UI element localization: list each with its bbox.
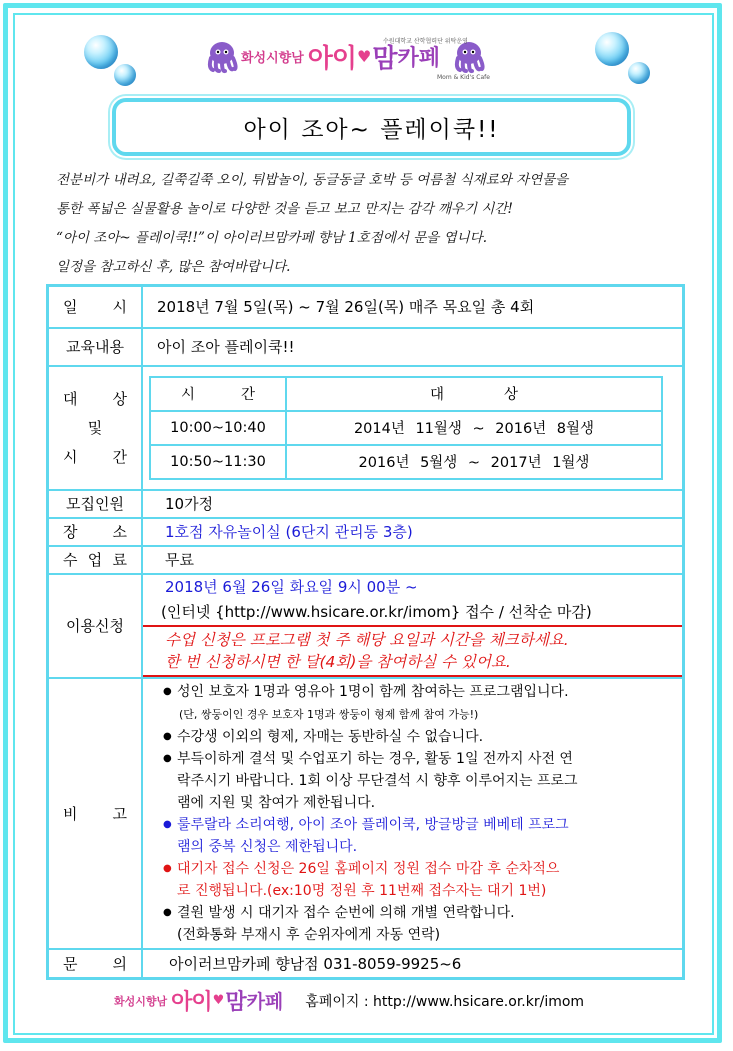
- note-text: 수강생 이외의 형제, 자매는 동반하실 수 없습니다.: [177, 728, 484, 745]
- place-value: 1호점 자유놀이실 (6단지 관리동 3층): [142, 518, 684, 546]
- note-text: 결원 발생 시 대기자 접수 순번에 의해 개별 연락합니다.: [177, 904, 515, 921]
- target-cell: 2016년 5월생 ~ 2017년 1월생: [286, 445, 662, 479]
- label-char: 고: [112, 804, 127, 823]
- inquiry-label: [48, 949, 143, 979]
- note-subtext: (단, 쌍둥이인 경우 보호자 1명과 쌍둥이 형제 함께 참여 가능!): [179, 707, 479, 721]
- fee-row: [48, 546, 684, 574]
- label-char: 료: [112, 551, 127, 569]
- note-text: 성인 보호자 1명과 영유아 1명이 함께 참여하는 프로그램입니다.: [177, 683, 569, 700]
- list-item: [177, 814, 682, 858]
- label-char: 시: [63, 448, 78, 466]
- header-char: 상: [504, 387, 519, 403]
- apply-method: (인터넷 {http://www.hsicare.or.kr/imom} 접수 / 선착순 마감): [161, 602, 592, 621]
- title-box: [112, 98, 631, 156]
- place-label: [48, 518, 143, 546]
- notes-cell: [142, 678, 684, 949]
- time-cell: 10:00~10:40: [150, 411, 286, 445]
- intro-line: 전분비가 내려요, 길쭉길쭉 오이, 튀밥놀이, 동글동글 호박 등 여름철 식재료와 자연물을: [56, 172, 569, 188]
- list-item: [177, 902, 682, 946]
- label-char: 및: [87, 419, 103, 437]
- apply-warning-line: 수업 신청은 프로그램 첫 주 해당 요일과 시간을 체크하세요.: [165, 630, 569, 649]
- time-cell: 10:50~11:30: [150, 445, 286, 479]
- apply-warning: [143, 625, 682, 677]
- logo-prefix: 화성시향남: [114, 994, 168, 1008]
- notes-label: [48, 678, 143, 949]
- place-row: [48, 518, 684, 546]
- apply-cell: [142, 574, 684, 678]
- schedule-value: 2018년 7월 5일(목) ~ 7월 26일(목) 매주 목요일 총 4회: [142, 286, 684, 328]
- note-text: 대기자 접수 신청은 26일 홈페이지 정원 접수 마감 후 순차적으: [177, 860, 560, 877]
- subtable-header: [150, 377, 662, 411]
- schedule-row: [48, 286, 684, 328]
- note-text: 로 진행됩니다.(ex:10명 정원 후 11번째 접수자는 대기 1번): [177, 882, 547, 899]
- header-logo: [205, 38, 490, 81]
- page-title: 아이 조아~ 플레이쿡!!: [243, 116, 500, 143]
- list-item: [177, 726, 682, 748]
- heart-icon: ♥: [212, 993, 225, 1008]
- table-row: [150, 411, 662, 445]
- notes-row: [48, 678, 684, 949]
- note-text: 램에 지원 및 참여가 제한됩니다.: [177, 794, 376, 811]
- table-row: [150, 445, 662, 479]
- info-table: [46, 284, 685, 980]
- schedule-label: [48, 286, 143, 328]
- note-text: 램의 중복 신청은 제한됩니다.: [177, 838, 358, 855]
- header-char: 대: [429, 387, 444, 403]
- header-time: [150, 377, 286, 411]
- logo-cafe: 카페: [397, 46, 441, 71]
- intro-line: “아이 조아~ 플레이쿡!!”이 아이러브맘카페 향남 1호점에서 문을 엽니다.: [56, 230, 487, 246]
- bubble-decoration: [628, 62, 650, 84]
- footer: [112, 985, 584, 1016]
- target-time-cell: [142, 366, 684, 490]
- footer-logo: [112, 985, 283, 1016]
- label-char: 업: [87, 551, 103, 569]
- note-text: 락주시기 바랍니다. 1회 이상 무단결석 시 향후 이루어지는 프로그: [177, 772, 578, 789]
- homepage-link[interactable]: 홈페이지 : http://www.hsicare.or.kr/imom: [305, 993, 585, 1010]
- apply-row: [48, 574, 684, 678]
- header-char: 간: [241, 387, 256, 403]
- label-char: 소: [112, 523, 127, 541]
- logo-subtitle: 수원대학교 산학협력단 위탁운영: [383, 38, 468, 45]
- apply-label: 이용신청: [48, 574, 143, 678]
- logo-mam: 맘: [225, 990, 247, 1015]
- target-time-subtable: [149, 376, 663, 480]
- note-subtext: (전화통화 부재시 후 순위자에게 자동 연락): [177, 926, 441, 943]
- list-item: [177, 858, 682, 902]
- logo-english: Mom & Kid's Cafe: [437, 74, 490, 81]
- header-char: 시: [180, 387, 195, 403]
- target-cell: 2014년 11월생 ~ 2016년 8월생: [286, 411, 662, 445]
- logo-ai: 아이: [171, 990, 212, 1015]
- intro-paragraph: [56, 166, 696, 282]
- recruit-row: [48, 490, 684, 518]
- heart-icon: ♥: [357, 47, 372, 66]
- inquiry-value: 아이러브맘카페 향남점 031-8059-9925~6: [142, 949, 684, 979]
- bubble-decoration: [114, 64, 136, 86]
- recruit-value: 10가정: [142, 490, 684, 518]
- apply-period: 2018년 6월 26일 화요일 9시 00분 ~: [165, 577, 418, 596]
- label-char: 일: [63, 298, 78, 317]
- target-time-label: [48, 366, 143, 490]
- recruit-label: 모집인원: [48, 490, 143, 518]
- list-item: [177, 681, 682, 726]
- target-time-row: [48, 366, 684, 490]
- logo-mam: 맘: [372, 44, 398, 74]
- content-label: 교육내용: [48, 328, 143, 366]
- apply-warning-line: 한 번 신청하시면 한 달(4회)을 참여하실 수 있어요.: [165, 652, 511, 671]
- content-value: 아이 조아 플레이쿡!!: [142, 328, 684, 366]
- bubble-decoration: [84, 35, 118, 69]
- label-char: 상: [112, 390, 127, 408]
- note-text: 부득이하게 결석 및 수업포기 하는 경우, 활동 1일 전까지 사전 연: [177, 750, 573, 767]
- content-row: [48, 328, 684, 366]
- note-text: 룰루랄라 소리여행, 아이 조아 플레이쿡, 방글방글 베베테 프로그: [177, 816, 569, 833]
- inquiry-row: [48, 949, 684, 979]
- fee-label: [48, 546, 143, 574]
- fee-value: 무료: [142, 546, 684, 574]
- header-target: [286, 377, 662, 411]
- notes-list: [155, 681, 682, 946]
- intro-line: 일정을 참고하신 후, 많은 참여바랍니다.: [56, 259, 291, 275]
- label-char: 대: [63, 390, 78, 408]
- octopus-icon: [205, 40, 239, 74]
- logo-ai: 아이: [307, 44, 357, 74]
- label-char: 시: [112, 298, 127, 317]
- logo-cafe: 카페: [246, 991, 284, 1013]
- label-char: 비: [63, 804, 78, 823]
- logo-prefix: 화성시향남: [241, 51, 304, 66]
- bubble-decoration: [595, 32, 629, 66]
- label-char: 수: [63, 551, 78, 569]
- label-char: 장: [63, 523, 78, 541]
- label-char: 의: [112, 954, 127, 973]
- list-item: [177, 748, 682, 814]
- label-char: 간: [112, 448, 127, 466]
- intro-line: 통한 폭넓은 실물활용 놀이로 다양한 것을 듣고 보고 만지는 감각 깨우기 시간!: [56, 201, 513, 217]
- label-char: 문: [63, 954, 78, 973]
